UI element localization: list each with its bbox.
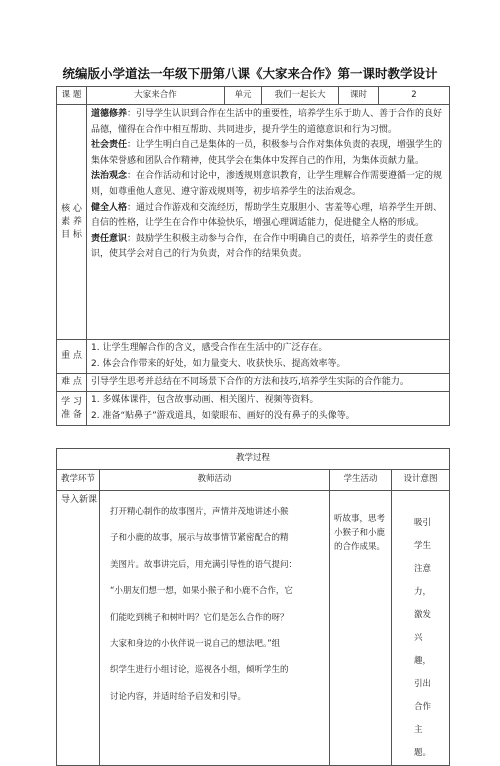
doc-title: 统编版小学道法一年级下册第八课《大家来合作》第一课时教学设计: [62, 66, 438, 81]
key-points-row: [57, 340, 450, 374]
process-header-row: [57, 470, 450, 491]
process-heading: 教学过程: [57, 449, 450, 470]
key-points-label: 重 点: [57, 340, 87, 374]
teaching-process-table: [56, 448, 450, 766]
topic-value: 大家来合作: [87, 87, 225, 105]
core-goals-label: 核 心 素 养 目 标: [57, 105, 87, 340]
goal-item: 责任意识：鼓励学生积极主动参与合作，在合作中明确自己的责任，培养学生的责任意识，使其学会对自己的行为负责，对合作的结果负责。: [91, 233, 434, 260]
student-activity: 听故事，思考小猴子和小鹿的合作成果。: [330, 491, 392, 766]
period-label: 课时: [339, 87, 379, 105]
goal-item: 法治观念：在合作活动和讨论中，渗透规则意识教育，让学生理解合作需要遵循一定的规则，如尊重他人意见、遵守游戏规则等，初步培养学生的法治观念。: [91, 171, 443, 197]
period-value: 2: [379, 87, 450, 105]
unit-label: 单元: [225, 87, 262, 105]
topic-label: 课 题: [57, 87, 87, 105]
col-teacher: 教师活动: [100, 470, 330, 491]
key-points-content: 1. 让学生理解合作的含义，感受合作在生活中的广泛存在。 2. 体会合作带来的好处，如力量变大、收获快乐、提高效率等。: [87, 340, 450, 374]
lesson-info-table: [56, 86, 450, 426]
difficulty-label: 难 点: [57, 374, 87, 392]
difficulty-row: [57, 374, 450, 392]
prep-row: [57, 392, 450, 426]
goal-item: 社会责任：让学生明白自己是集体的一员，积极参与合作对集体负责的表现，增强学生的集体荣誉感和团队合作精神，使其学会在集体中发挥自己的作用，为集体贡献力量。: [91, 140, 443, 166]
col-student: 学生活动: [330, 470, 392, 491]
goal-item: 道德修养：引导学生认识到合作在生活中的重要性，培养学生乐于助人、善于合作的良好品德，懂得在合作中相互帮助、共同进步，提升学生的道德意识和行为习惯。: [91, 109, 443, 135]
process-heading-row: [57, 449, 450, 470]
prep-label: 学 习 准 备: [57, 392, 87, 426]
process-row: [57, 491, 450, 766]
prep-content: 1. 多媒体课件，包含故事动画、相关图片、视频等资料。 2. 准备“贴鼻子”游戏道具，如蒙眼布、画好的没有鼻子的头像等。: [87, 392, 450, 426]
col-stage: 教学环节: [57, 470, 100, 491]
stage-name: 导入新课: [57, 491, 100, 766]
col-intent: 设计意图: [392, 470, 450, 491]
difficulty-content: 引导学生思考并总结在不同场景下合作的方法和技巧,培养学生实际的合作能力。: [87, 374, 450, 392]
design-intent: 吸引学生注意力，激发兴趣，引出合作主题。: [392, 491, 450, 766]
goal-item: 健全人格：通过合作游戏和交流经历，帮助学生克服胆小、害羞等心理，培养学生开朗、自信的性格，让学生在合作中体验快乐，增强心理调适能力，促进健全人格的形成。: [91, 202, 443, 229]
info-row: [57, 87, 450, 105]
core-goals-row: [57, 105, 450, 340]
unit-value: 我们一起长大: [262, 87, 339, 105]
teacher-activity: 打开精心制作的故事图片，声情并茂地讲述小猴 子和小鹿的故事，展示与故事情节紧密配合的精 美图片。故事讲完后，用充满引导性的语气提问： “小朋友们想一想，如果小猴子和小鹿不合作，它 们能吃到桃子和树叶吗？它们是怎么合作的呀？ 大家和身边的小伙伴说一说自己的想法吧。”组 织学生进行小组讨论，巡视各小组，倾听学生的 讨论内容，并适时给予启发和引导。: [100, 491, 330, 766]
core-goals-content: [87, 105, 450, 340]
